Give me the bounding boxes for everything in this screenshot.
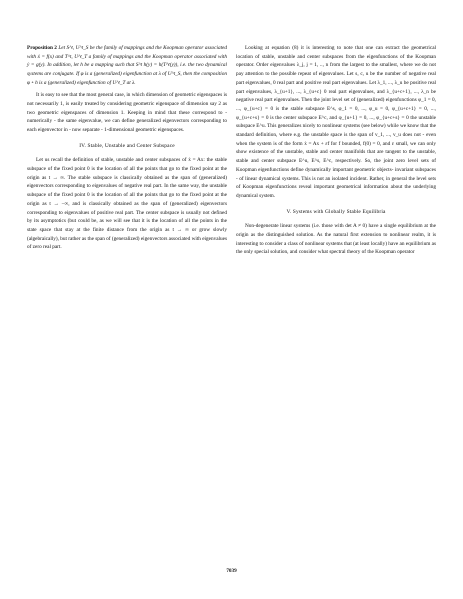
left-column xyxy=(27,44,227,256)
paragraph-general-case: It is easy to see that the most general case, in which dimension of geometric eigenspaces is not necessarily 1, is easily treated by considering geometric eigenspace of dimension say 2 as two geometric eigenspaces of dimension 1. Keeping in mind that these correspond to -numerically - the same eigenvalue, we can define generalized eigenvectors corresponding to each eigenvector in - now separate - 1-dimensional geometric eigenspaces. xyxy=(27,92,227,133)
proposition-2 xyxy=(27,44,227,88)
proposition-label: Proposition 2 xyxy=(27,45,57,51)
page-number: 7039 xyxy=(226,568,237,574)
section-title-v: V. Systems with Globally Stable Equilibria xyxy=(286,208,386,215)
right-column xyxy=(236,44,436,261)
proposition-text: Let S^t, U^t_S be the family of mappings and the Koopman operator associated with ẋ = f(x) and T^t, U^t_T a family of mappings and the Koopman operator associated with ẏ = g(y). In addition, let h be a mapping such that S^t h(y) = h(T^t(y)), i.e. the two dynamical systems are conjugate. If φ is a (generalized) eigenfunction at λ of U^t_S, then the composition φ ∘ h is a (generalized) eigenfunction of U^t_T at λ. xyxy=(27,45,227,86)
paragraph-stable-equilibria: Non-degenerate linear systems (i.e. those with det A ≠ 0) have a single equilibrium at the origin as the distinguished solution. As the natural first extension to nonlinear realm, it is interesting to consider a class of nonlinear systems that (at least locally) have an equilibrium as the only special solution, and consider what spectral theory of the Koopman operator xyxy=(236,223,436,256)
paragraph-koopman-subspaces: Looking at equation (8) it is interesting to note that one can extract the geometrical location of stable, unstable and center subspaces from the eigenfunctions of the Koopman operator. Order eigenvalues λ_j, j = 1, .., n from the largest to the smallest, where we do not pay attention to the possible repeat of eigenvalues. Let s, c, u be the number of negative real part eigenvalues, 0 real part and positive real part eigenvalues. Let λ_1, ..., λ_u be positive real part eigenvalues, λ_{u+1}, ..., λ_{u+c} 0 real part eigenvalues, and λ_{u+c+1}, ..., λ_n be negative real part eigenvalues. Then the joint level set of (generalized) eigenfunctions φ_1 = 0, ..., φ_{u+c} = 0 is the stable subspace E^s, φ_1 = 0, ..., φ_u = 0, φ_{u+c+1} = 0, ..., φ_{u+c+s} = 0 is the center subspace E^c, and φ_{u+1} = 0, ..., φ_{u+c+s} = 0 the unstable subspace E^u. This generalizes nicely to nonlinear systems (see below) while we know that the standard definition, where e.g. the unstable space is the span of v_1, ..., v_u does not - even when the system is of the form ẋ = Ax + εf for f bounded, f(0) = 0, and ε small, we can only show existence of the unstable, stable and center manifolds that are tangent to the unstable, stable and center subspace E^u, E^s, E^c, respectively. So, the joint zero level sets of Koopman eigenfunctions define dynamically important geometric objects- invariant subspaces - of linear dynamical systems. This is not an isolated incident. Rather, in general the level sets of Koopman eigenfunctions reveal important geometrical information about the underlying dynamical system. xyxy=(236,45,436,199)
paragraph-subspace-definitions: Let us recall the definition of stable, unstable and center subspaces of ẋ = Ax: the stable subspace of the fixed point 0 is the location of all the points that go to the fixed point at the origin as t → ∞. The stable subspace is classically obtained as the span of (generalized) eigenvectors corresponding to eigenvalues of negative real part. In the same way, the unstable subspace of the fixed point 0 is the location of all the points that go to the fixed point at the origin as t → −∞, and is classically obtained as the span of (generalized) eigenvectors corresponding to eigenvalues of positive real part. The center subspace is usually not defined by its asymptotics (but could be, as we will see that it is the location of all the points in the state space that stay at the finite distance from the origin as t → ∞ or grow slowly (algebraically), but rather as the span of (generalized) eigenvectors associated with eigenvalues of zero real part. xyxy=(27,157,227,251)
section-title-iv: IV. Stable, Unstable and Center Subspace xyxy=(79,142,175,149)
